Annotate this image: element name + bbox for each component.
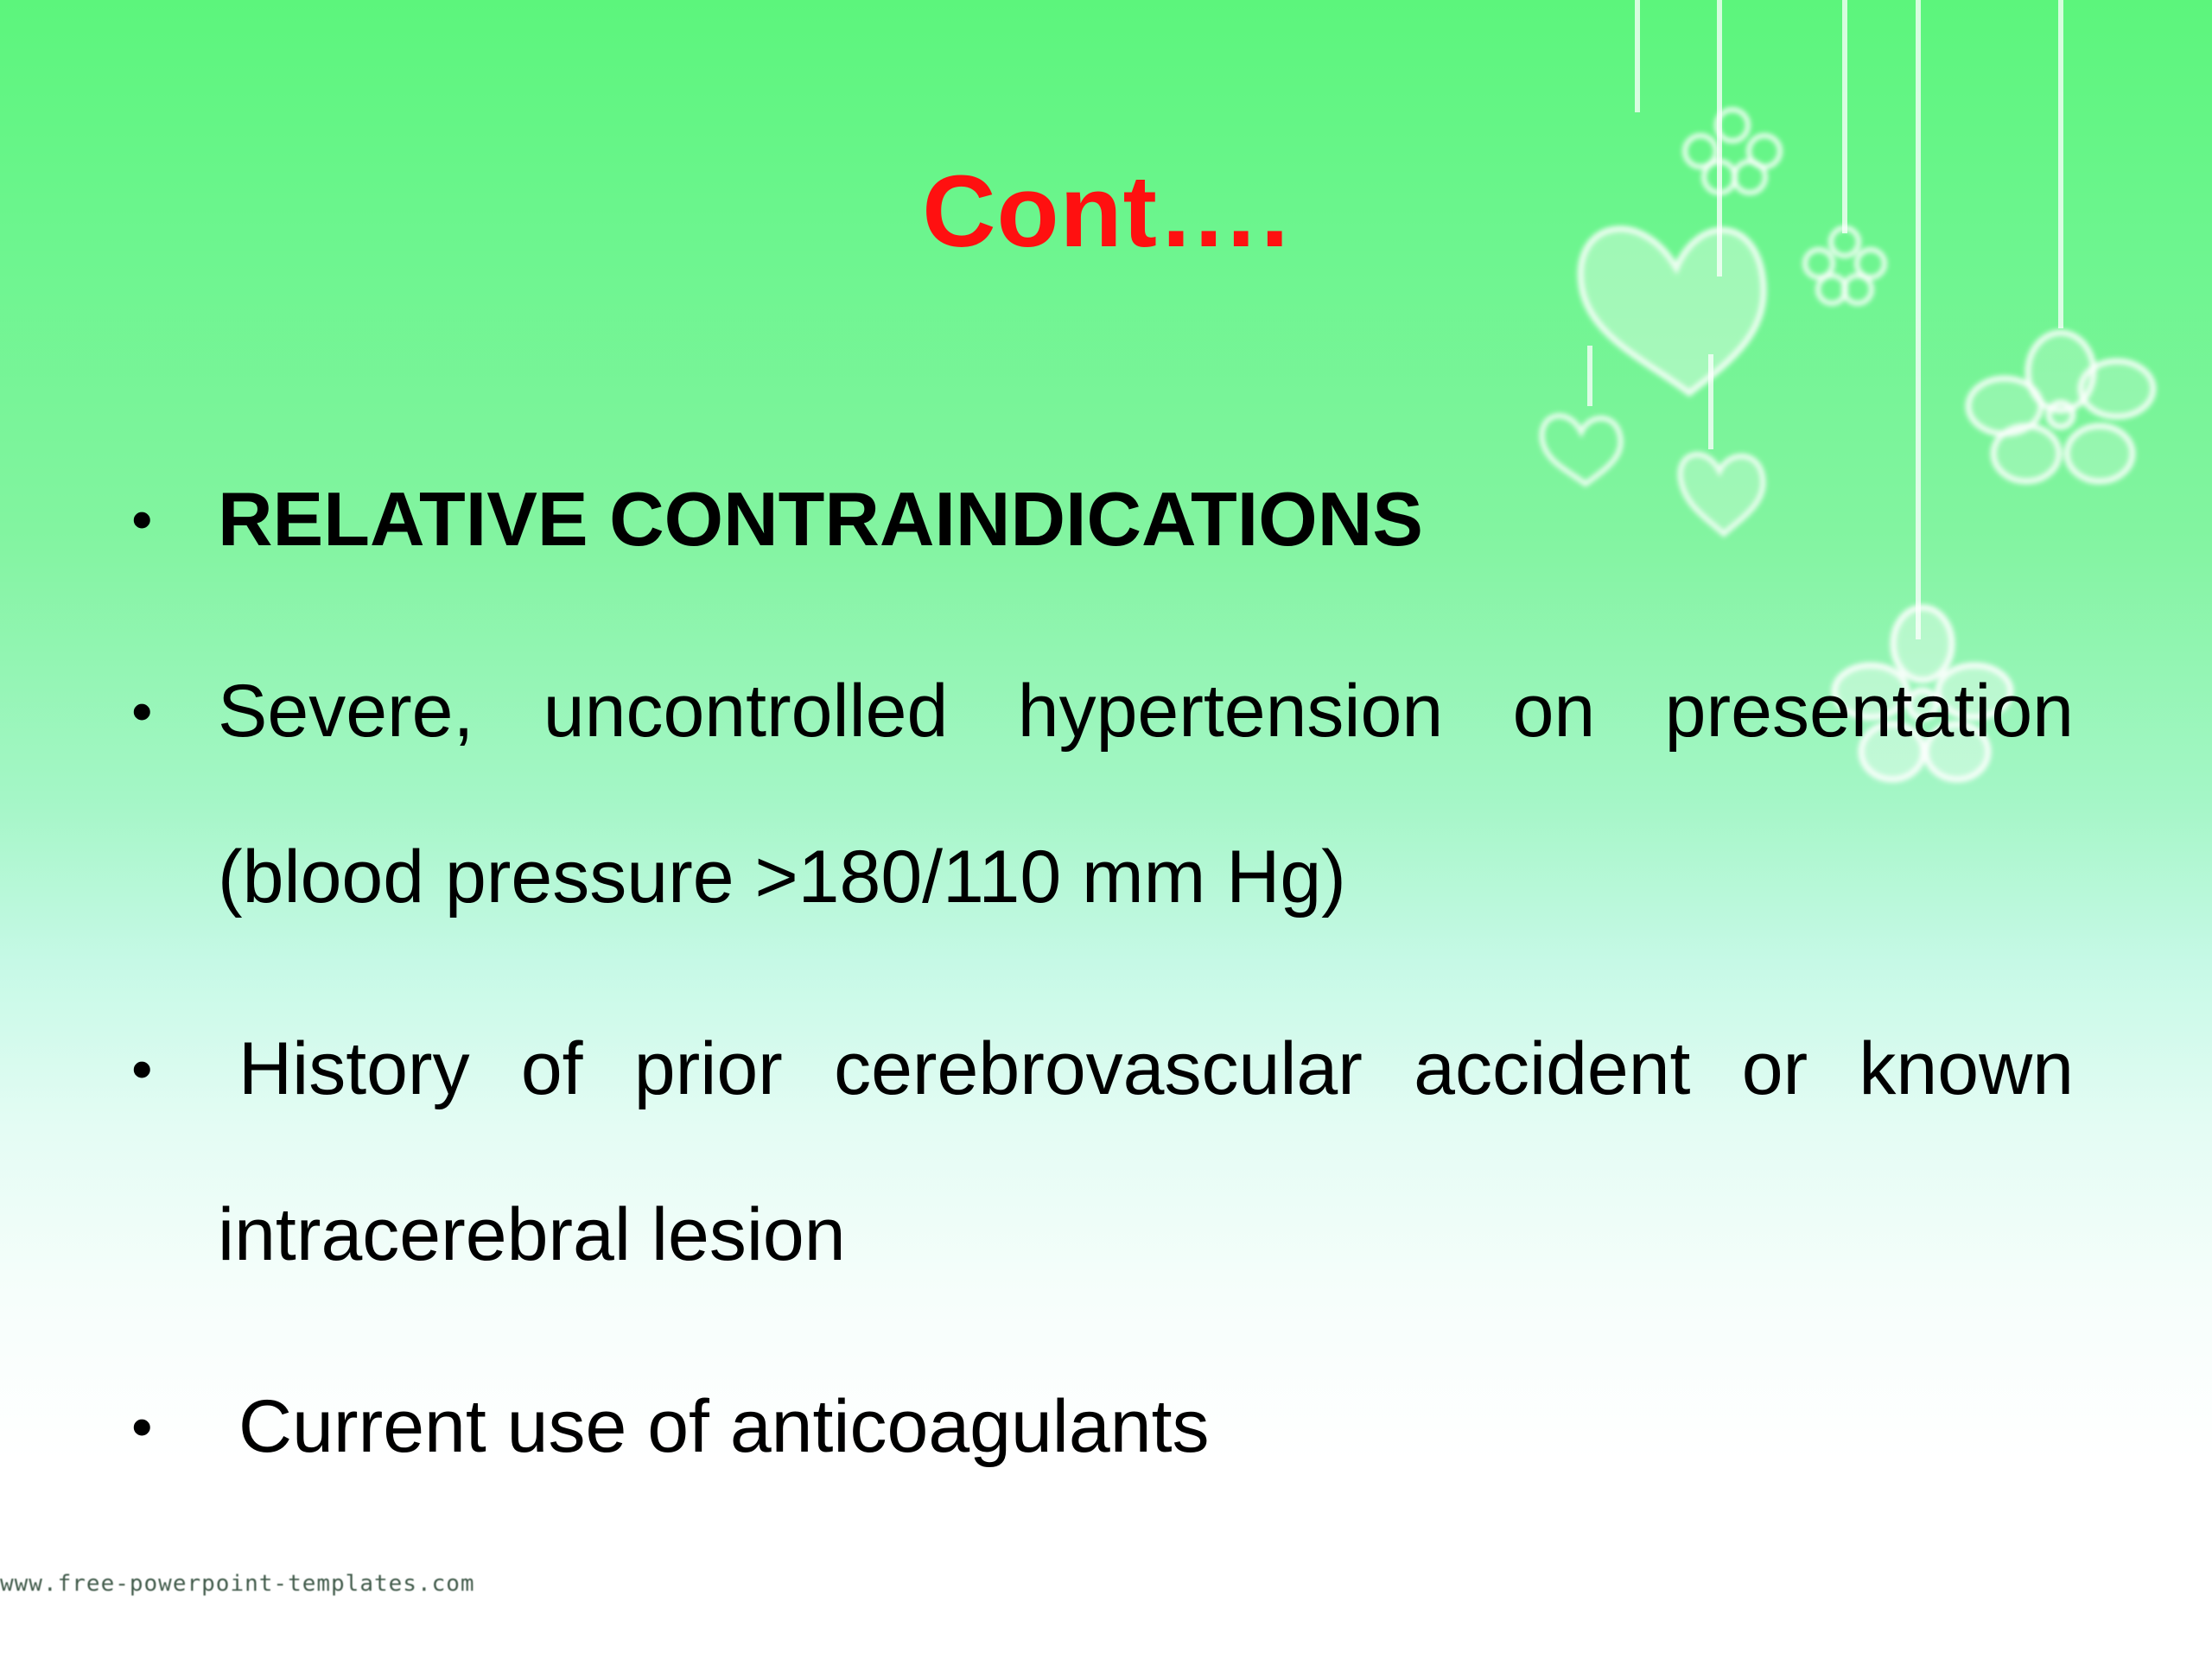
bullet-text-anticoagulants: Current use of anticoagulants (238, 1385, 1210, 1468)
bullet-icon: • (131, 1393, 153, 1460)
bullet-icon: • (131, 1035, 153, 1103)
list-item (130, 986, 2074, 1318)
list-item (130, 628, 2074, 960)
bullet-list (130, 436, 2074, 1510)
bullet-heading-relative-contraindications: RELATIVE CONTRAINDICATIONS (218, 476, 1423, 562)
bullet-icon: • (131, 677, 153, 745)
bullet-text-cerebrovascular-history: History of prior cerebrovascular accident or known intracerebral lesion (218, 1027, 2074, 1276)
list-item (130, 1344, 2074, 1510)
bullet-text-hypertension: Severe, uncontrolled hypertension on presentation (blood pressure >180/110 mm Hg) (218, 670, 2074, 918)
slide-title: Cont…. (922, 155, 1290, 269)
list-item (130, 436, 2074, 602)
footer-watermark-url: www.free-powerpoint-templates.com (0, 1571, 475, 1597)
bullet-icon: • (131, 486, 153, 553)
